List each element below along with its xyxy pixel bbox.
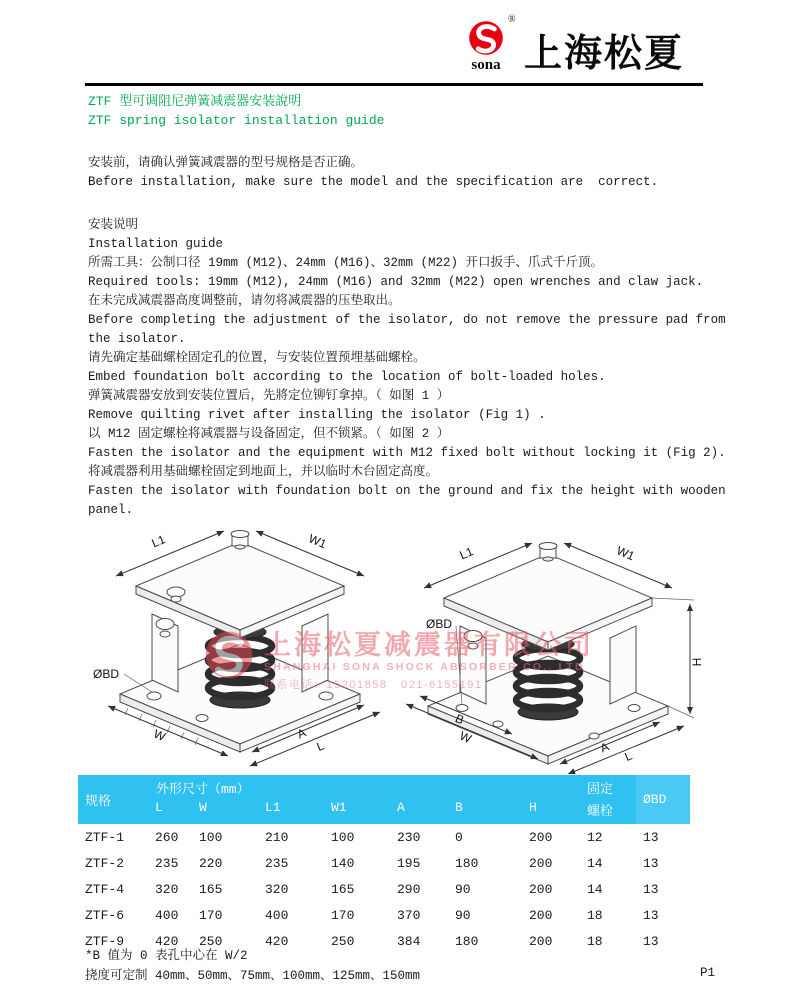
cell: 90 (455, 907, 471, 923)
cell: 235 (155, 855, 179, 871)
dim-label-a: A (598, 739, 611, 756)
page-title-cn: ZTF 型可调阻尼弹簧减震器安装說明 (88, 94, 302, 109)
cell: 90 (455, 881, 471, 897)
cell: 14 (587, 881, 603, 897)
dim-label-l: L (622, 748, 635, 765)
cell: 13 (643, 829, 659, 845)
guide-line: the isolator. (88, 332, 186, 346)
guide-line: 请先确定基础螺栓固定孔的位置，与安装位置预埋基础螺栓。 (88, 351, 426, 365)
cell: 14 (587, 855, 603, 871)
cell: 180 (455, 933, 479, 949)
col-header-A: A (390, 798, 448, 824)
dim-label-b: B (453, 711, 466, 728)
dim-label-w: W (457, 728, 474, 746)
cell: 165 (331, 881, 355, 897)
col-header-L1: L1 (258, 798, 324, 824)
dim-label-w1: W1 (614, 543, 637, 564)
cell: 210 (265, 829, 289, 845)
spec-table (78, 775, 690, 954)
brand-title: 上海松夏 (524, 33, 685, 75)
dim-label-l1: L1 (149, 532, 168, 551)
table-row (78, 850, 690, 876)
guide-line: Before completing the adjustment of the isolator, do not remove the pressure pad from (88, 313, 726, 327)
col-header-bolt-line2: 螺栓 (580, 798, 636, 824)
cell: 420 (265, 933, 289, 949)
note-line-2: 挠度可定制 40mm、50mm、75mm、100mm、125mm、150mm (85, 969, 421, 983)
watermark-company-cn: 上海松夏减震器有限公司 (264, 630, 594, 660)
col-header-spec: 规格 (78, 775, 148, 824)
guide-line: 安装说明 (88, 218, 139, 232)
cell: 400 (265, 907, 289, 923)
cell: 420 (155, 933, 179, 949)
logo-wordmark: sona (471, 57, 501, 73)
dim-label-obd: ØBD (426, 617, 453, 631)
note-line-1: *B 值为 0 表孔中心在 W/2 (85, 949, 248, 963)
col-header-H: H (522, 798, 580, 824)
intro-line-en: Before installation, make sure the model and the specification are correct. (88, 175, 659, 189)
cell: 200 (529, 829, 553, 845)
table-row (78, 902, 690, 928)
cell: 140 (331, 855, 355, 871)
cell: 200 (529, 933, 553, 949)
guide-line: Installation guide (88, 237, 224, 251)
col-header-B: B (448, 798, 522, 824)
cell: 250 (199, 933, 223, 949)
cell: 320 (265, 881, 289, 897)
guide-line: Fasten the isolator with foundation bolt on the ground and fix the height with wooden (88, 484, 726, 498)
dim-label-w1: W1 (306, 531, 329, 552)
cell: 180 (455, 855, 479, 871)
guide-line: Fasten the isolator and the equipment with M12 fixed bolt without locking it (Fig 2). (88, 446, 726, 460)
cell: 220 (199, 855, 223, 871)
col-header-bolt-line1: 固定 (580, 775, 636, 798)
dim-label-a: A (295, 725, 308, 742)
page-title-en: ZTF spring isolator installation guide (88, 113, 385, 128)
cell: 260 (155, 829, 179, 845)
cell: 12 (587, 829, 603, 845)
header-divider (85, 83, 703, 86)
col-header-W1: W1 (324, 798, 390, 824)
watermark-company-en: SHANGHAI SONA SHOCK ABSORBER CO., LTD (264, 661, 585, 673)
guide-paragraph (88, 216, 726, 520)
isolator-drawing-right (398, 524, 710, 774)
cell: 13 (643, 907, 659, 923)
cell-model: ZTF-1 (85, 829, 125, 845)
isolator-drawing-left (92, 526, 394, 770)
intro-line-cn: 安装前，请确认弹簧减震器的型号规格是否正确。 (88, 156, 364, 170)
cell: 170 (331, 907, 355, 923)
guide-line: Remove quilting rivet after installing the isolator (Fig 1) . (88, 408, 546, 422)
cell: 13 (643, 933, 659, 949)
cell: 18 (587, 907, 603, 923)
watermark-phone: 联系电话：15201858 021-6155191 (264, 679, 483, 691)
cell: 195 (397, 855, 421, 871)
cell: 370 (397, 907, 421, 923)
cell: 384 (397, 933, 421, 949)
col-header-W: W (192, 798, 258, 824)
guide-line: Required tools: 19mm (M12), 24mm (M16) and 32mm (M22) open wrenches and claw jack. (88, 275, 704, 289)
intro-paragraph (88, 154, 658, 192)
guide-line: 弹簧减震器安放到安装位置后，先將定位铆钉拿掉。（ 如图 1 ） (88, 389, 450, 403)
guide-line: 所需工具：公制口径 19mm (M12)、24mm (M16)、32mm (M22) 开口扳手、爪式千斤顶。 (88, 256, 604, 270)
cell: 230 (397, 829, 421, 845)
cell-model: ZTF-2 (85, 855, 125, 871)
cell: 200 (529, 855, 553, 871)
col-header-obd: ØBD (636, 775, 690, 824)
dim-label-w: W (151, 726, 168, 744)
guide-line: Embed foundation bolt according to the location of bolt-loaded holes. (88, 370, 606, 384)
cell: 100 (199, 829, 223, 845)
cell: 0 (455, 829, 463, 845)
cell: 250 (331, 933, 355, 949)
cell-model: ZTF-9 (85, 933, 125, 949)
cell-model: ZTF-6 (85, 907, 125, 923)
cell: 290 (397, 881, 421, 897)
sona-logo-icon (468, 20, 504, 56)
cell: 170 (199, 907, 223, 923)
cell: 235 (265, 855, 289, 871)
registered-mark: ® (508, 14, 516, 25)
cell: 165 (199, 881, 223, 897)
col-header-outline: 外形尺寸（mm） (148, 775, 580, 798)
cell: 13 (643, 881, 659, 897)
page-number: P1 (700, 966, 716, 980)
cell-model: ZTF-4 (85, 881, 125, 897)
col-header-L: L (148, 798, 192, 824)
cell: 200 (529, 881, 553, 897)
page-title (88, 92, 384, 130)
cell: 13 (643, 855, 659, 871)
table-row (78, 876, 690, 902)
table-row (78, 824, 690, 850)
guide-line: 在未完成减震器高度调整前，请勿将减震器的压垫取出。 (88, 294, 401, 308)
dim-label-l: L (314, 738, 327, 755)
cell: 200 (529, 907, 553, 923)
guide-line: 将减震器利用基础螺栓固定到地面上，并以临时木台固定高度。 (88, 465, 439, 479)
cell: 100 (331, 829, 355, 845)
cell: 400 (155, 907, 179, 923)
cell: 18 (587, 933, 603, 949)
dim-label-obd: ØBD (93, 667, 120, 681)
dim-label-l1: L1 (457, 544, 476, 563)
cell: 320 (155, 881, 179, 897)
dim-label-h: H (690, 657, 704, 667)
guide-line: panel. (88, 503, 134, 517)
guide-line: 以 M12 固定螺栓将减震器与设备固定，但不锁紧。（ 如图 2 ） (88, 427, 450, 441)
